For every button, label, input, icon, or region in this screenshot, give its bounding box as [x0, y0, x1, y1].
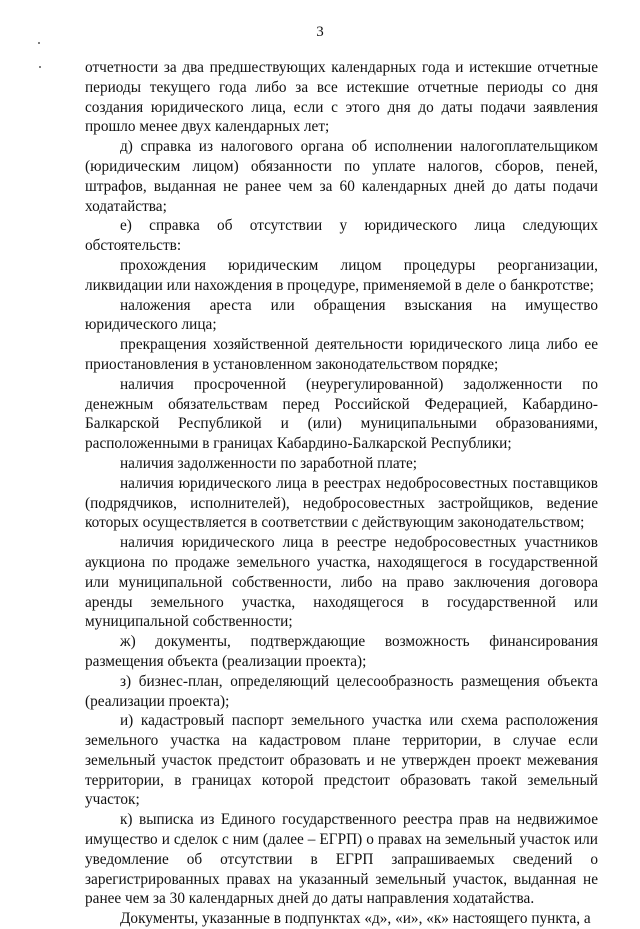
paragraph: е) справка об отсутствии у юридического лица следующих обстоятельств: — [85, 217, 598, 255]
paragraph: з) бизнес-план, определяющий целесообразность размещения объекта (реализации проекта); — [85, 672, 598, 710]
paragraph: наличия юридического лица в реестре недобросовестных участников аукциона по продаже земельного участка, находящегося в государственной или муниципальной собственности, либо на право заключения договора аренды земельного участка, находящегося в государственной или муниципальной собственности; — [85, 534, 598, 631]
scan-mark — [39, 66, 41, 68]
paragraph: к) выписка из Единого государственного реестра прав на недвижимое имущество и сделок с ним (далее – ЕГРП) о правах на земельный участок или уведомление об отсутствии в ЕГРП запрашиваемых сведений о зарегистрированных правах на указанный земельный участок, выданная не ранее чем за 30 календарных дней до даты направления ходатайства. — [85, 811, 598, 908]
paragraph: прекращения хозяйственной деятельности юридического лица либо ее приостановления в установленном законодательством порядке; — [85, 336, 598, 373]
page-number: 3 — [316, 24, 324, 40]
paragraph: Документы, указанные в подпунктах «д», «и», «к» настоящего пункта, а — [120, 910, 591, 928]
paragraph: наличия юридического лица в реестрах недобросовестных поставщиков (подрядчиков, исполнителей), недобросовестных застройщиков, ведение которых осуществляется в соответствии с действующим законодательством; — [85, 474, 598, 532]
paragraph: наличия просроченной (неурегулированной) задолженности по денежным обязательствам перед Российской Федерацией, Кабардино-Балкарской Республикой и (или) муниципальными образованиями, расположенными в границах Кабардино-Балкарской Республики; — [85, 375, 598, 453]
paragraph: отчетности за два предшествующих календарных года и истекшие отчетные периоды текущего года либо за все истекшие отчетные периоды со дня создания юридического лица, если с этого дня до даты подачи заявления прошло менее двух календарных лет; — [85, 59, 598, 136]
paragraph: наличия задолженности по заработной плате; — [120, 454, 418, 472]
scan-mark — [38, 42, 40, 44]
document-body — [85, 58, 598, 929]
paragraph: и) кадастровый паспорт земельного участка или схема расположения земельного участка на кадастровом плане территории, в случае если земельный участок предстоит образовать и не утвержден проект межевания территории, в границах которой предстоит образовать такой земельный участок; — [85, 712, 598, 809]
paragraph: д) справка из налогового органа об исполнении налогоплательщиком (юридическим лицом) обязанности по уплате налогов, сборов, пеней, штрафов, выданная не ранее чем за 60 календарных дней до даты подачи ходатайства; — [85, 138, 598, 215]
paragraph: ж) документы, подтверждающие возможность финансирования размещения объекта (реализации проекта); — [85, 633, 598, 670]
paragraph: наложения ареста или обращения взыскания на имущество юридического лица; — [85, 296, 598, 334]
paragraph: прохождения юридическим лицом процедуры реорганизации, ликвидации или нахождения в процедуре, применяемой в деле о банкротстве; — [85, 256, 598, 294]
